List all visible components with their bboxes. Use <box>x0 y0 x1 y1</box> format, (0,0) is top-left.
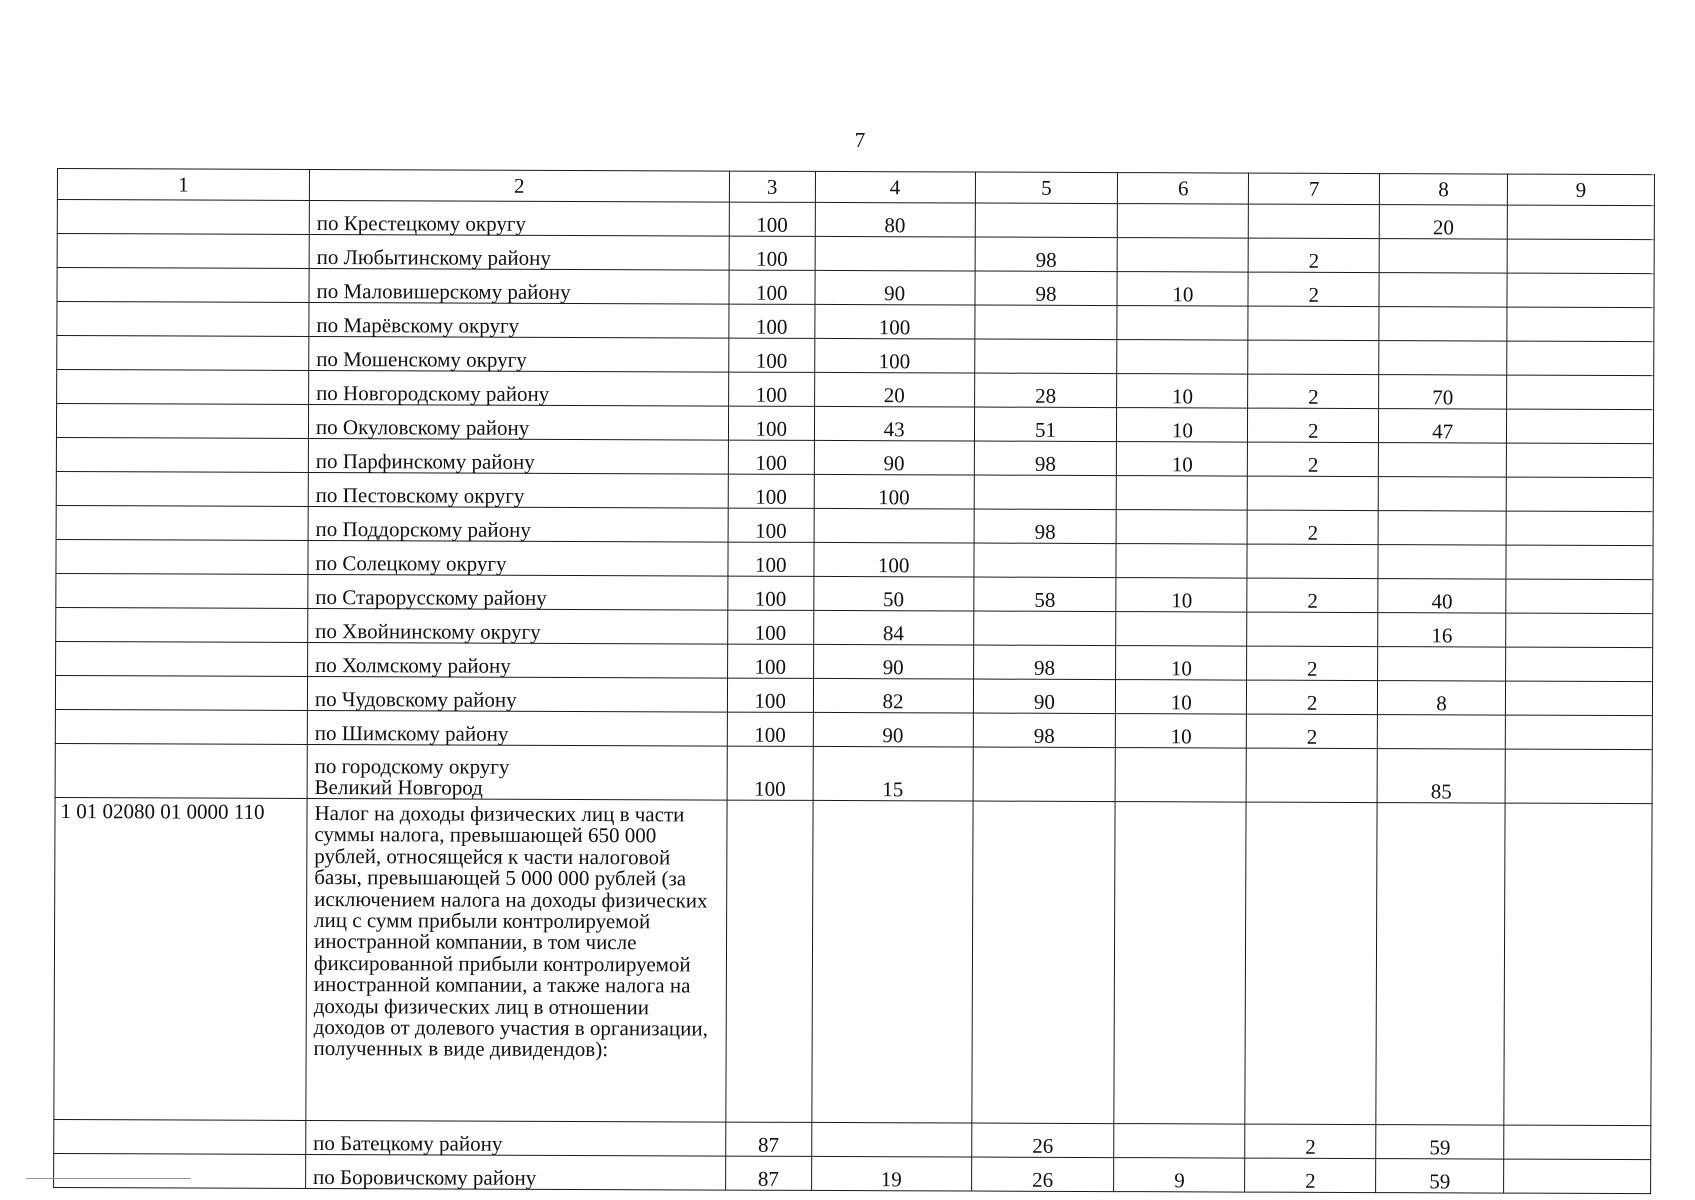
value-cell <box>1376 803 1505 1125</box>
value-cell <box>1377 715 1505 749</box>
value-cell: 90 <box>815 270 975 305</box>
value-cell: 100 <box>814 542 974 577</box>
value-cell: 100 <box>727 746 813 800</box>
value-cell <box>1249 204 1380 239</box>
code-cell <box>57 200 309 235</box>
value-cell <box>812 800 973 1123</box>
value-cell <box>1248 340 1379 375</box>
district-name-line: Великий Новгород <box>314 774 483 800</box>
value-cell: 58 <box>973 577 1116 612</box>
district-cell: по Поддорскому району <box>308 506 728 542</box>
value-cell <box>1378 477 1506 511</box>
code-cell <box>56 539 308 574</box>
header-cell: 3 <box>729 171 815 202</box>
value-cell: 70 <box>1379 375 1507 409</box>
value-cell: 2 <box>1247 646 1378 681</box>
district-cell <box>307 744 727 800</box>
value-cell: 2 <box>1247 510 1378 545</box>
value-cell <box>1117 306 1248 341</box>
value-cell <box>1507 273 1654 308</box>
value-cell: 2 <box>1248 374 1379 409</box>
value-cell: 100 <box>728 576 814 610</box>
value-cell: 98 <box>974 441 1117 476</box>
value-cell: 100 <box>728 542 814 576</box>
value-cell <box>1506 443 1653 478</box>
tax-description-cell: Налог на доходы физических лиц в части суммы налога, превышающей 650 000 рублей, относящейся к части налоговой базы, превышающей 5 000 000 рублей (за исключением налога на доходы физических лиц с сумм прибыли контролируемой иностранной компании, в том числе фиксированной прибыли контролируемой иностранной компании, а также налога на доходы физических лиц в отношении доходов от долевого участия в организации, полученных в виде дивидендов): <box>306 798 727 1122</box>
value-cell <box>1504 1159 1651 1194</box>
value-cell: 10 <box>1117 374 1248 409</box>
header-cell: 1 <box>57 169 309 201</box>
value-cell: 10 <box>1116 646 1247 681</box>
value-cell: 100 <box>728 440 814 474</box>
district-cell: по Старорусскому району <box>308 574 728 610</box>
value-cell: 90 <box>973 679 1116 714</box>
value-cell: 90 <box>814 440 974 475</box>
value-cell: 98 <box>973 713 1116 748</box>
value-cell <box>1117 510 1248 545</box>
code-cell <box>56 607 308 642</box>
header-cell: 6 <box>1118 173 1249 205</box>
value-cell <box>1507 205 1654 240</box>
value-cell: 10 <box>1116 578 1247 613</box>
value-cell: 26 <box>971 1157 1114 1192</box>
value-cell: 100 <box>728 508 814 542</box>
value-cell: 40 <box>1378 579 1506 613</box>
table-row <box>55 743 1652 803</box>
value-cell <box>1245 802 1377 1125</box>
value-cell: 98 <box>975 271 1118 306</box>
value-cell <box>1378 545 1506 579</box>
value-cell <box>1247 612 1378 647</box>
district-cell: по Парфинскому району <box>308 438 728 474</box>
value-cell <box>1506 579 1653 614</box>
code-cell <box>56 404 308 439</box>
value-cell: 87 <box>725 1122 811 1156</box>
district-cell: по Мошенскому округу <box>309 336 729 372</box>
value-cell: 100 <box>729 236 815 270</box>
header-cell: 2 <box>309 169 729 202</box>
budget-code-cell: 1 01 02080 01 0000 110 <box>54 797 307 1120</box>
code-cell <box>57 302 309 337</box>
value-cell <box>1379 443 1507 477</box>
value-cell: 87 <box>725 1156 811 1190</box>
code-cell <box>56 505 308 540</box>
district-cell: по Маловишерскому району <box>309 268 729 304</box>
code-cell <box>56 471 308 506</box>
header-cell: 5 <box>975 172 1118 204</box>
value-cell: 80 <box>815 202 975 237</box>
value-cell <box>971 801 1115 1124</box>
value-cell: 100 <box>729 202 815 236</box>
value-cell: 100 <box>729 270 815 304</box>
table-row <box>54 1153 1651 1193</box>
district-cell: по Боровичскому району <box>306 1154 726 1190</box>
distribution-table <box>53 168 1655 1194</box>
value-cell: 85 <box>1377 749 1505 803</box>
value-cell <box>1247 544 1378 579</box>
value-cell <box>1116 748 1247 803</box>
code-cell <box>55 743 307 798</box>
value-cell <box>975 203 1118 238</box>
code-cell <box>57 370 309 405</box>
code-cell <box>54 1119 306 1154</box>
value-cell: 20 <box>814 372 974 407</box>
header-cell: 9 <box>1507 174 1654 206</box>
value-cell: 2 <box>1248 238 1379 273</box>
value-cell <box>1378 511 1506 545</box>
value-cell: 59 <box>1376 1159 1504 1193</box>
value-cell: 98 <box>975 237 1118 272</box>
value-cell <box>1506 647 1653 682</box>
value-cell <box>814 508 974 543</box>
value-cell <box>1246 748 1377 803</box>
value-cell: 20 <box>1379 205 1507 239</box>
code-cell <box>57 336 309 371</box>
district-cell: по Холмскому району <box>308 642 728 678</box>
value-cell: 84 <box>813 610 973 645</box>
district-cell: по Хвойнинскому округу <box>308 608 728 644</box>
value-cell: 90 <box>813 644 973 679</box>
value-cell: 10 <box>1117 272 1248 307</box>
value-cell: 10 <box>1116 714 1247 749</box>
code-cell <box>56 437 308 472</box>
value-cell: 2 <box>1245 1158 1376 1193</box>
value-cell: 2 <box>1247 680 1378 715</box>
value-cell <box>1114 1124 1245 1159</box>
value-cell <box>1379 273 1507 307</box>
value-cell <box>1506 511 1653 546</box>
value-cell: 100 <box>728 338 814 372</box>
value-cell: 100 <box>728 406 814 440</box>
value-cell <box>974 475 1117 510</box>
value-cell: 10 <box>1117 442 1248 477</box>
value-cell: 8 <box>1378 681 1506 715</box>
value-cell: 15 <box>813 746 973 801</box>
district-cell: по Марёвскому округу <box>309 302 729 338</box>
value-cell: 19 <box>811 1156 971 1191</box>
value-cell: 10 <box>1116 680 1247 715</box>
district-cell: по Шимскому району <box>307 710 727 746</box>
value-cell <box>1506 545 1653 580</box>
value-cell: 26 <box>971 1123 1114 1158</box>
value-cell: 100 <box>728 474 814 508</box>
value-cell <box>973 747 1116 802</box>
value-cell: 51 <box>974 407 1117 442</box>
value-cell <box>1116 544 1247 579</box>
code-cell <box>56 573 308 608</box>
value-cell <box>1507 239 1654 274</box>
value-cell <box>1505 715 1652 750</box>
value-cell <box>1248 306 1379 341</box>
value-cell: 100 <box>727 644 813 678</box>
value-cell <box>974 305 1117 340</box>
value-cell: 100 <box>727 610 813 644</box>
value-cell <box>1248 476 1379 511</box>
value-cell <box>1378 647 1506 681</box>
district-cell: по Солецкому округу <box>308 540 728 576</box>
value-cell <box>811 1122 971 1157</box>
value-cell <box>1507 307 1654 342</box>
value-cell <box>1504 1125 1651 1160</box>
value-cell <box>1118 204 1249 239</box>
value-cell: 28 <box>974 373 1117 408</box>
value-cell <box>1504 803 1652 1126</box>
value-cell <box>973 611 1116 646</box>
district-cell: по Пестовскому округу <box>308 472 728 508</box>
value-cell: 2 <box>1248 408 1379 443</box>
value-cell <box>1505 681 1652 716</box>
value-cell <box>973 543 1116 578</box>
value-cell <box>1507 409 1654 444</box>
value-cell: 2 <box>1248 272 1379 307</box>
value-cell <box>1379 341 1507 375</box>
value-cell: 50 <box>814 576 974 611</box>
value-cell: 59 <box>1376 1125 1504 1159</box>
value-cell <box>726 800 813 1122</box>
value-cell: 100 <box>727 678 813 712</box>
value-cell: 2 <box>1247 714 1378 749</box>
header-cell: 4 <box>815 171 975 203</box>
page-number: 7 <box>854 128 866 152</box>
value-cell <box>1505 749 1652 804</box>
value-cell: 100 <box>814 338 974 373</box>
value-cell <box>1116 612 1247 647</box>
value-cell <box>1118 238 1249 273</box>
value-cell: 47 <box>1379 409 1507 443</box>
value-cell: 100 <box>729 304 815 338</box>
value-cell <box>1506 477 1653 512</box>
value-cell: 82 <box>813 678 973 713</box>
value-cell: 2 <box>1248 442 1379 477</box>
value-cell: 100 <box>728 372 814 406</box>
header-cell: 7 <box>1249 173 1380 205</box>
value-cell: 100 <box>815 304 975 339</box>
value-cell <box>1379 307 1507 341</box>
value-cell <box>1507 341 1654 376</box>
value-cell <box>1506 613 1653 648</box>
district-cell: по Окуловскому району <box>308 404 728 440</box>
district-cell: по Новгородскому району <box>309 370 729 406</box>
value-cell: 9 <box>1114 1158 1245 1193</box>
value-cell <box>974 339 1117 374</box>
value-cell: 2 <box>1247 578 1378 613</box>
code-cell <box>56 641 308 676</box>
value-cell: 43 <box>814 406 974 441</box>
footer-rule <box>26 1178 191 1179</box>
value-cell <box>1117 340 1248 375</box>
value-cell: 10 <box>1117 408 1248 443</box>
value-cell <box>1114 802 1246 1125</box>
value-cell: 100 <box>727 712 813 746</box>
district-cell: по Батецкому району <box>306 1120 726 1156</box>
value-cell <box>1507 375 1654 410</box>
code-cell <box>57 268 309 303</box>
district-cell: по Любытинскому району <box>309 234 729 270</box>
district-cell: по Крестецкому округу <box>309 200 729 236</box>
value-cell: 98 <box>974 509 1117 544</box>
value-cell: 98 <box>973 645 1116 680</box>
tax-code-row <box>54 797 1652 1125</box>
header-cell: 8 <box>1380 174 1508 205</box>
value-cell <box>1117 476 1248 511</box>
value-cell: 100 <box>814 474 974 509</box>
value-cell: 2 <box>1245 1124 1376 1159</box>
code-cell <box>54 1153 306 1188</box>
value-cell: 16 <box>1378 613 1506 647</box>
value-cell <box>1379 239 1507 273</box>
district-cell: по Чудовскому району <box>307 676 727 712</box>
value-cell: 90 <box>813 712 973 747</box>
code-cell <box>55 675 307 710</box>
district-name-line: по городскому округу <box>314 753 510 779</box>
value-cell <box>815 236 975 271</box>
code-cell <box>57 234 309 269</box>
code-cell <box>55 709 307 744</box>
